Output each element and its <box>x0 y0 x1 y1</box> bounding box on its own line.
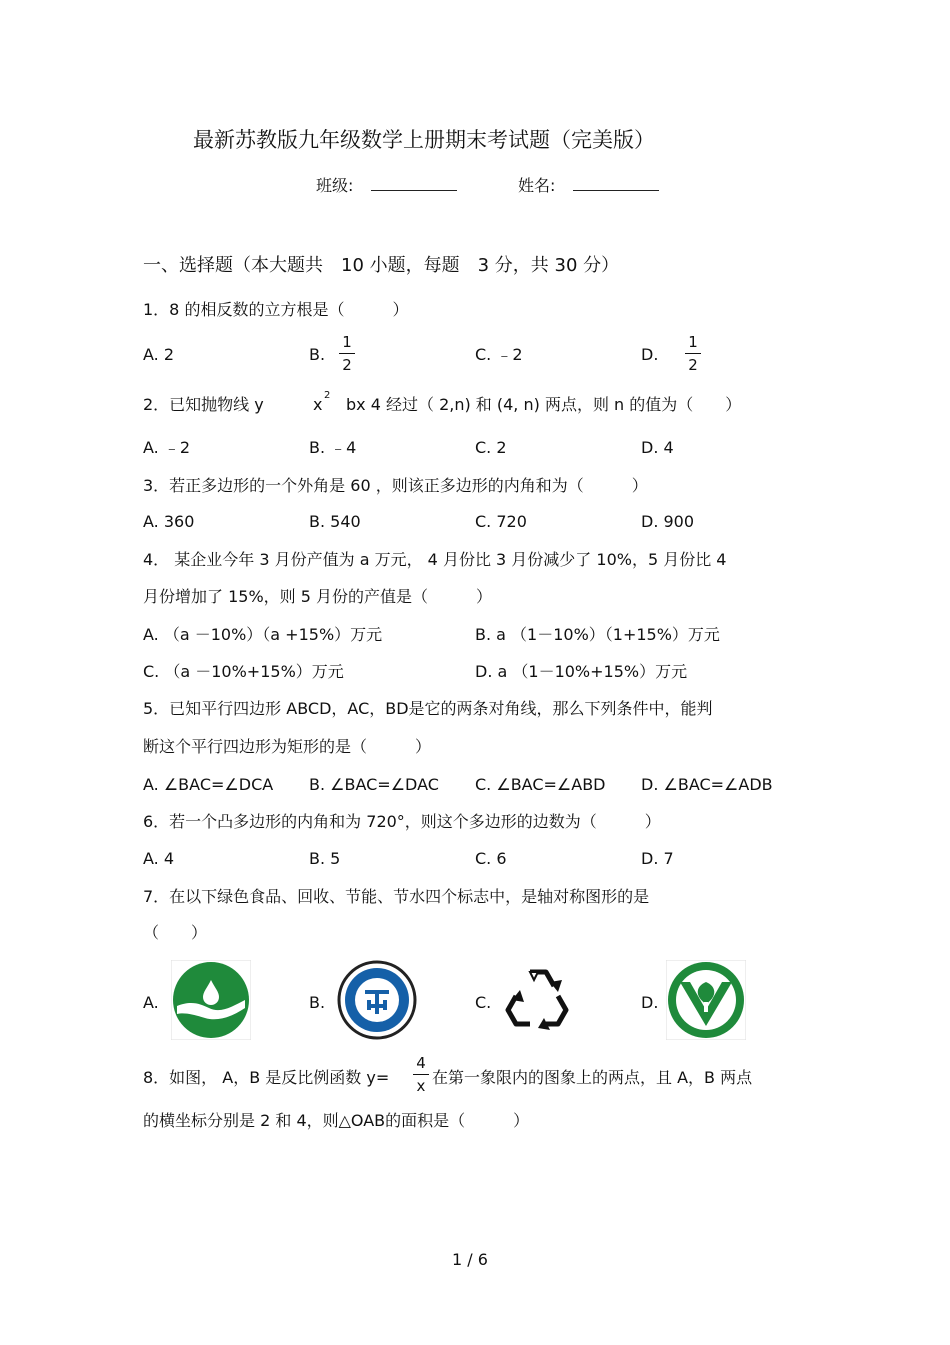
q6-option-d: D. 7 <box>641 849 674 868</box>
question-2-stem-end: bx 4 经过（ 2,n) 和 (4, n) 两点，则 n 的值为（ ） <box>346 395 742 414</box>
q2-option-c: C. 2 <box>475 438 507 457</box>
fraction-bar <box>339 353 355 354</box>
class-label <box>316 176 457 196</box>
q1-option-d-fraction <box>685 334 701 374</box>
fraction-numerator: 4 <box>416 1054 426 1072</box>
water-saving-icon <box>337 960 417 1040</box>
class-label-text: 班级: <box>316 176 354 195</box>
q2-option-d: D. 4 <box>641 438 674 457</box>
q6-option-a: A. 4 <box>143 849 175 868</box>
question-8-line-1-start: 8．如图， A，B 是反比例函数 y= <box>143 1068 390 1087</box>
question-4-line-2: 月份增加了 15%，则 5 月份的产值是（ ） <box>143 587 493 606</box>
question-2-exponent: 2 <box>324 390 331 401</box>
section-heading: 一、选择题（本大题共 10 小题，每题 3 分，共 30 分） <box>143 255 620 276</box>
q5-option-b: B. ∠BAC=∠DAC <box>309 775 439 794</box>
q1-option-c: C. ﹣2 <box>475 345 523 364</box>
green-food-icon <box>171 960 251 1040</box>
question-3-stem: 3．若正多边形的一个外角是 60 ，则该正多边形的内角和为（ ） <box>143 476 648 495</box>
q3-option-b: B. 540 <box>309 512 361 531</box>
q3-option-c: C. 720 <box>475 512 527 531</box>
q1-option-a: A. 2 <box>143 345 175 364</box>
fraction-denominator: x <box>416 1077 426 1095</box>
name-label <box>518 176 659 196</box>
fraction-denominator: 2 <box>342 356 352 374</box>
fraction-bar <box>685 353 701 354</box>
q3-option-d: D. 900 <box>641 512 695 531</box>
q4-option-b: B. a （1－10%）（1+15%）万元 <box>475 625 720 644</box>
question-4-line-1: 4． 某企业今年 3 月份产值为 a 万元， 4 月份比 3 月份减少了 10%，5 月份比 4 <box>143 550 727 569</box>
q7-option-a: A. <box>143 993 159 1012</box>
q1-option-b-fraction <box>339 334 355 374</box>
energy-saving-icon <box>666 960 746 1040</box>
fraction-denominator: 2 <box>688 356 698 374</box>
q5-option-d: D. ∠BAC=∠ADB <box>641 775 773 794</box>
question-7-line-2: （ ） <box>143 923 208 942</box>
q2-option-b: B. ﹣4 <box>309 438 357 457</box>
question-5-line-2: 断这个平行四边形为矩形的是（ ） <box>143 737 432 756</box>
question-2-x: x <box>313 395 323 414</box>
question-5-line-1: 5．已知平行四边形 ABCD，AC，BD是它的两条对角线，那么下列条件中，能判 <box>143 699 713 718</box>
page-number: 1 / 6 <box>452 1250 488 1269</box>
question-1-stem: 1．8 的相反数的立方根是（ ） <box>143 300 409 319</box>
q7-option-b: B. <box>309 993 326 1012</box>
q6-option-c: C. 6 <box>475 849 507 868</box>
question-2-stem-start: 2．已知抛物线 y <box>143 395 264 414</box>
recycle-icon <box>500 960 580 1040</box>
q4-option-a: A. （a －10%）（a +15%）万元 <box>143 625 383 644</box>
q5-option-a: A. ∠BAC=∠DCA <box>143 775 274 794</box>
question-7-line-1: 7．在以下绿色食品、回收、节能、节水四个标志中，是轴对称图形的是 <box>143 887 650 906</box>
question-6-stem: 6．若一个凸多边形的内角和为 720°，则这个多边形的边数为（ ） <box>143 812 661 831</box>
q7-option-d: D. <box>641 993 659 1012</box>
fraction-numerator: 1 <box>688 333 698 351</box>
class-blank <box>371 176 457 191</box>
q7-option-c: C. <box>475 993 492 1012</box>
name-label-text: 姓名: <box>518 176 556 195</box>
q2-option-a: A. ﹣2 <box>143 438 191 457</box>
fraction-bar <box>413 1074 429 1075</box>
q5-option-c: C. ∠BAC=∠ABD <box>475 775 606 794</box>
q3-option-a: A. 360 <box>143 512 195 531</box>
q8-fraction <box>413 1055 429 1095</box>
page-title: 最新苏教版九年级数学上册期末考试题（完美版） <box>193 128 655 152</box>
q1-option-d-label: D. <box>641 345 659 364</box>
q4-option-c: C. （a －10%+15%）万元 <box>143 662 344 681</box>
name-blank <box>573 176 659 191</box>
q6-option-b: B. 5 <box>309 849 341 868</box>
question-8-line-1-end: 在第一象限内的图象上的两点，且 A，B 两点 <box>432 1068 753 1087</box>
q1-option-b-label: B. <box>309 345 326 364</box>
q4-option-d: D. a （1－10%+15%）万元 <box>475 662 688 681</box>
fraction-numerator: 1 <box>342 333 352 351</box>
question-8-line-2: 的横坐标分别是 2 和 4，则△OAB的面积是（ ） <box>143 1111 530 1130</box>
